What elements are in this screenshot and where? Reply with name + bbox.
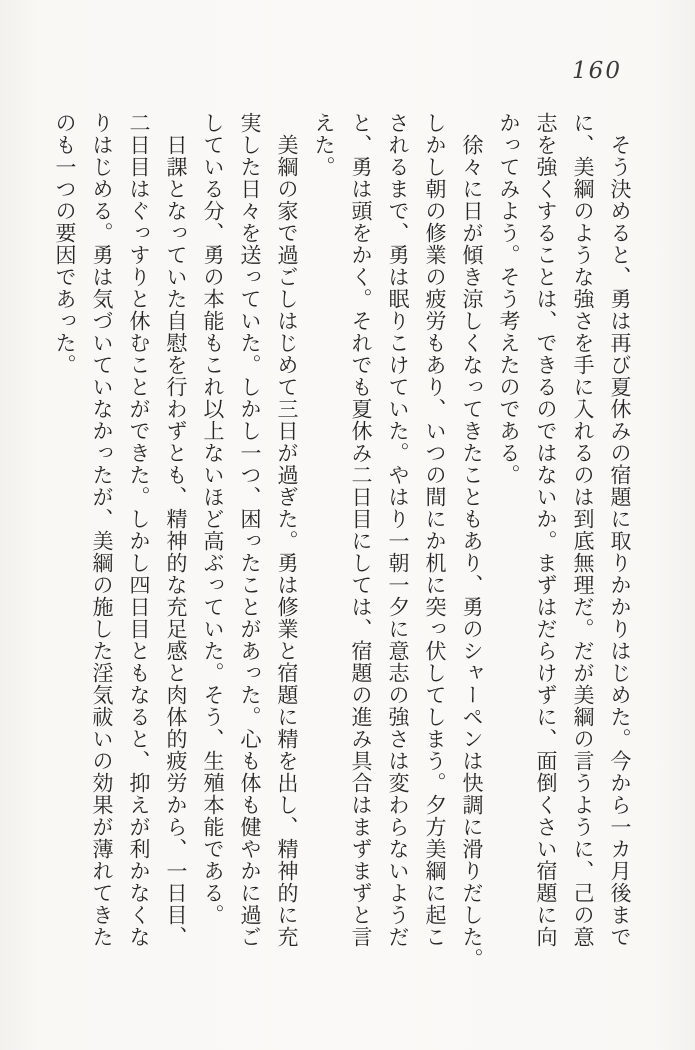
text-line: そう決めると、勇は再び夏休みの宿題に取りかかりはじめた。今から一カ月後まで: [608, 112, 632, 948]
text-line: 日課となっていた自慰を行わずとも、精神的な充足感と肉体的疲労から、一日目、: [164, 112, 188, 948]
text-line: のも一つの要因であった。: [53, 112, 77, 376]
text-line: 徐々に日が傾き涼しくなってきたこともあり、勇のシャーペンは快調に滑りだした。: [460, 112, 484, 970]
text-line: に、美綱のような強さを手に入れるのは到底無理だ。だが美綱の言うように、己の意: [571, 112, 595, 948]
text-body: [46, 112, 638, 970]
text-line: されるまで、勇は眠りこけていた。やはり一朝一夕に意志の強さは変わらないようだ: [386, 112, 410, 948]
page-number: 160: [572, 58, 622, 84]
text-line: しかし朝の修業の疲労もあり、いつの間にか机に突っ伏してしまう。夕方美綱に起こ: [423, 112, 447, 948]
text-line: りはじめる。勇は気づいていなかったが、美綱の施した淫気祓いの効果が薄れてきた: [90, 112, 114, 948]
text-line: と、勇は頭をかく。それでも夏休み二日目にしては、宿題の進み具合はまずまずと言: [349, 112, 373, 948]
text-line: している分、勇の本能もこれ以上ないほど高ぶっていた。そう、生殖本能である。: [201, 112, 225, 926]
text-line: えた。: [312, 112, 336, 178]
text-line: 美綱の家で過ごしはじめて三日が過ぎた。勇は修業と宿題に精を出し、精神的に充: [275, 112, 299, 948]
text-line: 志を強くすることは、できるのではないか。まずはだらけずに、面倒くさい宿題に向: [534, 112, 558, 948]
text-line: 二日目はぐっすりと休むことができた。しかし四日目ともなると、抑えが利かなくな: [127, 112, 151, 948]
text-line: 実した日々を送っていた。しかし一つ、困ったことがあった。心も体も健やかに過ご: [238, 112, 262, 948]
text-line: かってみよう。そう考えたのである。: [497, 112, 521, 486]
